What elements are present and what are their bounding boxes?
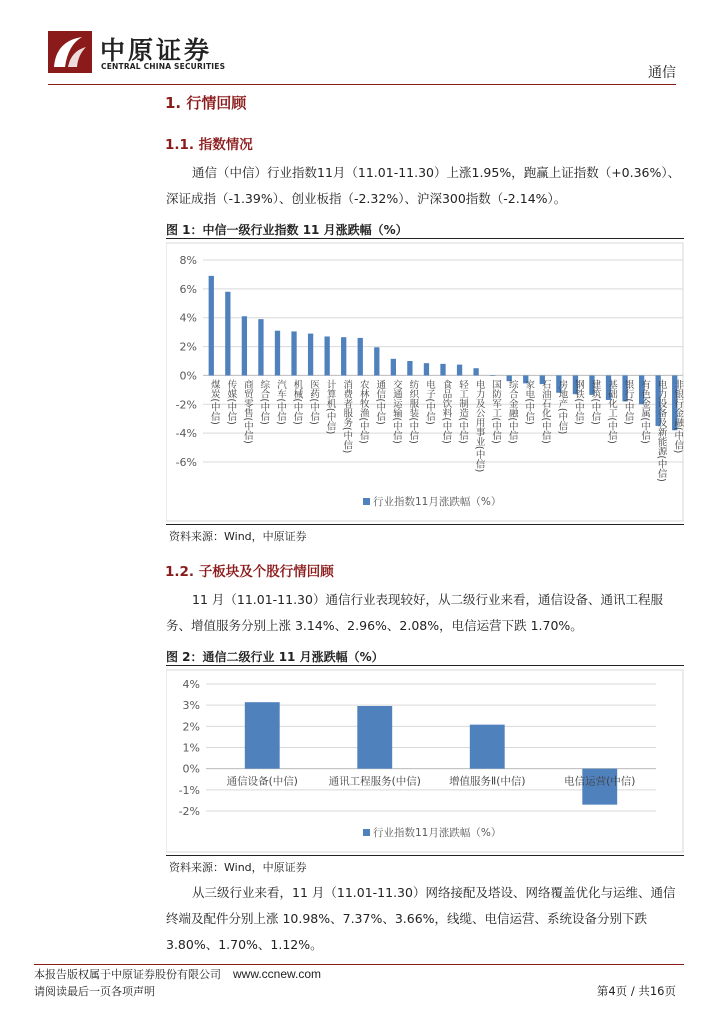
x-tick-label: 有色金属(中信) — [639, 379, 651, 444]
figure-2-bottom-rule — [166, 855, 684, 856]
sector-paragraph: 11 月（11.01-11.30）通信行业表现较好，从二级行业来看，通信设备、通讯工程服务、增值服务分别上涨 3.14%、2.96%、2.08%，电信运营下跌 1.70%。 — [166, 592, 663, 633]
x-tick-label: 商贸零售(中信) — [241, 379, 253, 444]
chart-frame — [166, 670, 683, 852]
x-tick-label: 房地产(中信) — [556, 379, 568, 435]
x-tick-label: 基础化工(中信) — [606, 379, 618, 444]
bar — [424, 363, 429, 375]
y-tick-label: 4% — [179, 311, 197, 325]
legend-swatch — [363, 829, 370, 836]
footer-url-link[interactable]: www.ccnew.com — [233, 967, 322, 981]
bar — [258, 319, 263, 375]
section-label: 通信 — [648, 65, 676, 81]
x-tick-label: 通信(中信) — [374, 379, 386, 425]
bar — [407, 361, 412, 375]
y-tick-label: 2% — [179, 340, 197, 354]
y-tick-label: 8% — [179, 254, 197, 267]
figure-1-title: 图 1：中信一级行业指数 11 月涨跌幅（%） — [166, 223, 408, 237]
bar — [470, 725, 505, 769]
x-tick-label: 电力及公用事业(中信) — [473, 379, 485, 473]
y-tick-label: 2% — [182, 720, 200, 734]
x-tick-label: 电子(中信) — [423, 379, 435, 425]
figure-2-source: 资料来源：Wind，中原证券 — [169, 861, 307, 874]
x-tick-label: 农林牧渔(中信) — [357, 379, 369, 444]
subsection-title-sector: 1.2. 子板块及个股行情回顾 — [165, 564, 334, 580]
legend-swatch — [363, 498, 370, 505]
x-tick-label: 汽车(中信) — [274, 379, 286, 425]
y-tick-label: -2% — [175, 398, 197, 412]
bar — [275, 331, 280, 376]
header-divider — [48, 84, 676, 85]
figure-1-source: 资料来源：Wind，中原证券 — [169, 530, 307, 543]
legend-label: 行业指数11月涨跌幅（%） — [373, 496, 502, 508]
legend-label: 行业指数11月涨跌幅（%） — [373, 827, 502, 839]
figure-2-top-rule — [166, 665, 684, 666]
x-tick-label: 石油石化(中信) — [539, 379, 551, 444]
y-tick-label: 4% — [182, 678, 200, 691]
bar — [457, 365, 462, 376]
bar — [358, 338, 363, 376]
bar — [324, 336, 329, 375]
bar — [242, 316, 247, 375]
figure-2-chart — [166, 667, 684, 853]
bar — [357, 706, 392, 769]
y-tick-label: -1% — [178, 783, 200, 797]
x-tick-label: 通信设备(中信) — [226, 775, 298, 788]
x-tick-label: 综合(中信) — [258, 379, 270, 425]
figure-1-top-rule — [166, 238, 684, 239]
x-tick-label: 建筑(中信) — [589, 379, 601, 425]
y-tick-label: 0% — [179, 369, 197, 383]
subsection-title-index: 1.1. 指数情况 — [165, 137, 253, 153]
x-tick-label: 家电(中信) — [523, 379, 535, 425]
y-tick-label: 0% — [182, 762, 200, 776]
x-tick-label: 轻工制造(中信) — [457, 379, 469, 444]
x-tick-label: 交通运输(中信) — [390, 379, 402, 444]
subindustry-paragraph: 从三级行业来看，11 月（11.01-11.30）网络接配及塔设、网络覆盖优化与运维、通信终端及配件分别上涨 10.98%、7.37%、3.66%，线缆、电信运营、系统设备分别下跌 3.80%、1.70%、1.12%。 — [166, 885, 676, 952]
bar — [391, 359, 396, 376]
company-name-cn: 中原证券 — [100, 36, 213, 65]
bar — [308, 334, 313, 376]
figure-2-title: 图 2：通信二级行业 11 月涨跌幅（%） — [166, 650, 384, 664]
bar — [473, 368, 478, 375]
y-tick-label: 6% — [179, 282, 197, 296]
x-tick-label: 纺织服装(中信) — [407, 379, 419, 444]
x-tick-label: 钢铁(中信) — [572, 379, 584, 425]
y-tick-label: 3% — [182, 699, 200, 713]
page-number: 第4页 / 共16页 — [596, 984, 676, 998]
section-title: 1. 行情回顾 — [165, 94, 247, 112]
bar — [209, 276, 214, 376]
footer-divider — [34, 964, 684, 965]
y-tick-label: -4% — [175, 427, 197, 441]
x-tick-label: 食品饮料(中信) — [440, 379, 452, 444]
x-tick-label: 医药(中信) — [308, 379, 320, 425]
y-tick-label: -6% — [175, 456, 197, 469]
x-tick-label: 银行(中信) — [622, 379, 634, 425]
x-tick-label: 综合金融(中信) — [506, 379, 518, 444]
x-tick-label: 煤炭(中信) — [208, 379, 220, 425]
x-tick-label: 电信运营(中信) — [564, 775, 636, 788]
company-logo-icon — [48, 31, 92, 73]
index-paragraph: 通信（中信）行业指数11月（11.01-11.30）上涨1.95%，跑赢上证指数（+0.36%）、深证成指（-1.39%）、创业板指（-2.32%）、沪深300指数（-2.14%）。 — [166, 165, 681, 206]
company-name-en: CENTRAL CHINA SECURITIES — [101, 62, 226, 71]
x-tick-label: 计算机(中信) — [324, 379, 336, 435]
bar — [225, 292, 230, 376]
footer-disclaimer: 请阅读最后一页各项声明 — [34, 985, 155, 998]
bar — [245, 702, 280, 768]
x-tick-label: 机械(中信) — [291, 379, 303, 425]
figure-1-chart — [166, 240, 684, 522]
footer-copyright: 本报告版权属于中原证券股份有限公司 — [34, 968, 221, 981]
bar — [440, 364, 445, 376]
x-tick-label: 通讯工程服务(中信) — [328, 775, 421, 788]
figure-1-bottom-rule — [166, 524, 684, 525]
x-tick-label: 国防军工(中信) — [490, 379, 502, 444]
bar — [291, 331, 296, 375]
x-tick-label: 电力设备及新能源(中信) — [655, 379, 667, 482]
bar — [374, 347, 379, 375]
x-tick-label: 消费者服务(中信) — [341, 379, 353, 454]
footer-copyright-line — [34, 966, 321, 982]
bar — [341, 337, 346, 375]
x-tick-label: 增值服务Ⅱ(中信) — [449, 775, 526, 788]
y-tick-label: -2% — [178, 805, 200, 818]
x-tick-label: 非银行金融(中信) — [672, 379, 684, 454]
x-tick-label: 传媒(中信) — [225, 379, 237, 425]
y-tick-label: 1% — [182, 741, 200, 755]
bar — [490, 375, 495, 376]
